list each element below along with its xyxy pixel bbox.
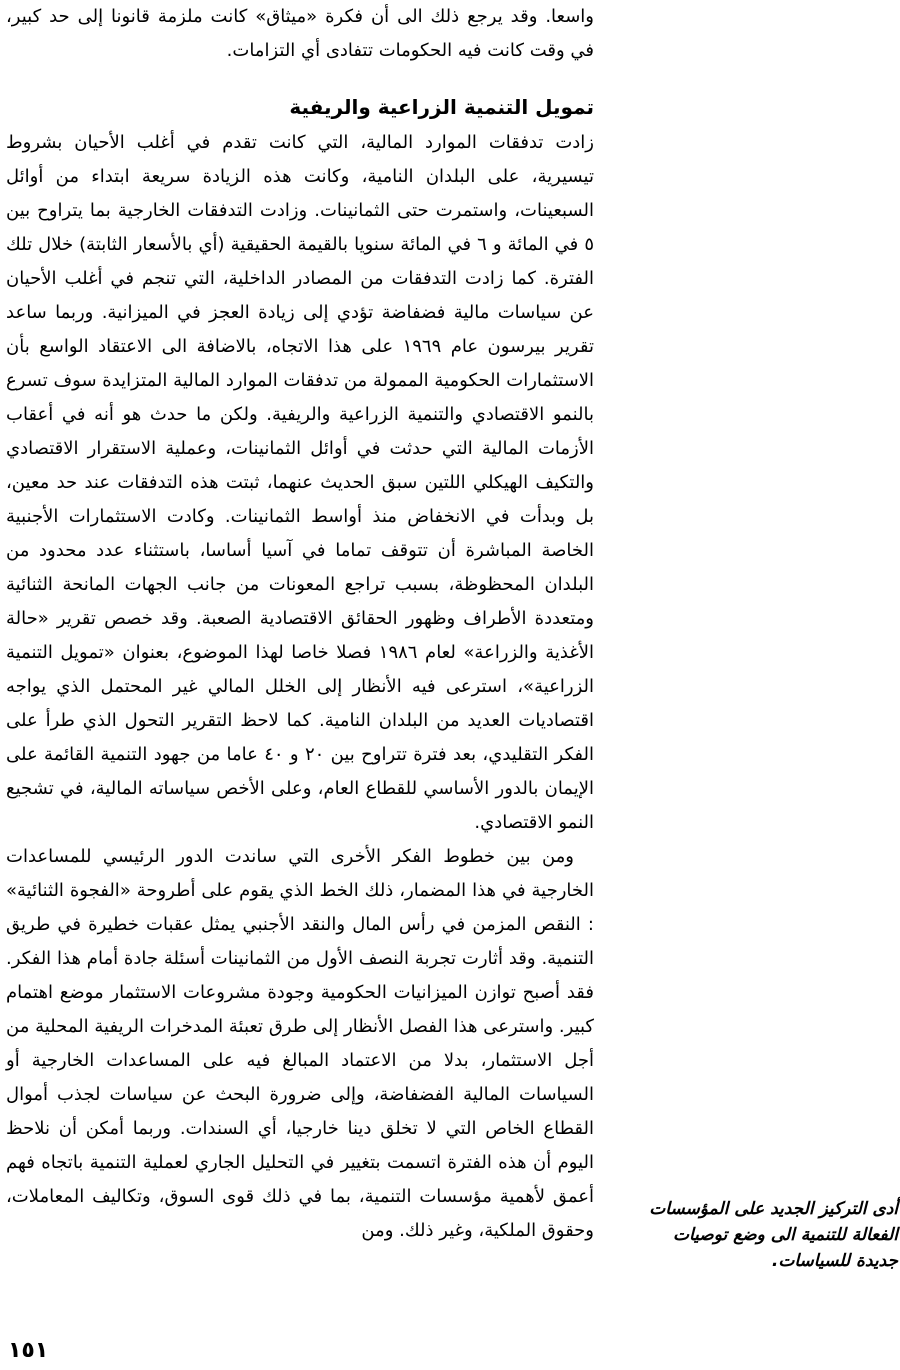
section-heading: تمويل التنمية الزراعية والريفية [289,95,594,119]
sidebar-pull-quote: أدى التركيز الجديد على المؤسسات الفعالة للتنمية الى وضع توصيات جديدة للسياسات. [649,1199,898,1271]
section-body [6,126,594,1248]
body-paragraph: ومن بين خطوط الفكر الأخرى التي ساندت الدور الرئيسي للمساعدات الخارجية في هذا المضمار، ذلك الخط الذي يقوم على أطروحة «الفجوة الثنائية» : النقص المزمن في رأس المال والنقد الأجنبي يمثل عقبات خطيرة في طريق التنمية. وقد أثارت تجربة النصف الأول من الثمانينات أسئلة جادة أمام هذا الفكر. فقد أصبح توازن الميزانيات الحكومية وجودة مشروعات الاستثمار موضع اهتمام كبير. واسترعى هذا الفصل الأنظار إلى طرق تعبئة المدخرات الريفية المحلية من أجل الاستثمار، بدلا من الاعتماد المبالغ فيه على المساعدات الخارجية أو السياسات المالية الفضفاضة، وإلى ضرورة البحث عن سياسات لجذب أموال القطاع الخاص التي لا تخلق دينا خارجيا، أي السندات. وربما أمكن أن نلاحظ اليوم أن هذه الفترة اتسمت بتغيير في التحليل الجاري لعملية التنمية باتجاه فهم أعمق لأهمية مؤسسات التنمية، بما في ذلك قوى السوق، وتكاليف المعاملات، وحقوق الملكية، وغير ذلك. ومن [6,846,594,1241]
page-number: ١٥١ [8,1338,49,1363]
intro-paragraph: واسعا. وقد يرجع ذلك الى أن فكرة «ميثاق» كانت ملزمة قانونا إلى حد كبير، في وقت كانت فيه الحكومات تتفادى أي التزامات. [6,6,594,61]
body-paragraph: زادت تدفقات الموارد المالية، التي كانت تقدم في أغلب الأحيان بشروط تيسيرية، على البلدان النامية، وكانت هذه الزيادة سريعة ابتداء من أوائل السبعينات، واستمرت حتى الثمانينات. وزادت التدفقات الخارجية بما يتراوح بين ٥ في المائة و ٦ في المائة سنويا بالقيمة الحقيقية (أي بالأسعار الثابتة) خلال تلك الفترة. كما زادت التدفقات من المصادر الداخلية، التي تنجم في أغلب الأحيان عن سياسات مالية فضفاضة تؤدي إلى زيادة العجز في الميزانية. وربما ساعد تقرير بيرسون عام ١٩٦٩ على هذا الاتجاه، بالاضافة الى الاعتقاد الواسع بأن الاستثمارات الحكومية الممولة من تدفقات الموارد المالية المتزايدة سوف تسرع بالنمو الاقتصادي والتنمية الزراعية والريفية. ولكن ما حدث هو أنه في أعقاب الأزمات المالية التي حدثت في أوائل الثمانينات، وعملية الاستقرار الاقتصادي والتكيف الهيكلي اللتين سبق الحديث عنهما، ثبتت هذه التدفقات عند حد معين، بل وبدأت في الانخفاض منذ أواسط الثمانينات. وكادت الاستثمارات الأجنبية الخاصة المباشرة أن تتوقف تماما في آسيا أساسا، باستثناء عدد محدود من البلدان المحظوظة، بسبب تراجع المعونات من جانب الجهات المانحة الثنائية ومتعددة الأطراف وظهور الحقائق الاقتصادية الصعبة. وقد خصص تقرير «حالة الأغذية والزراعة» لعام ١٩٨٦ فصلا خاصا لهذا الموضوع، بعنوان «تمويل التنمية الزراعية»، استرعى فيه الأنظار إلى الخلل المالي غير المحتمل الذي يواجه اقتصاديات العديد من البلدان النامية. كما لاحظ التقرير التحول الذي طرأ على الفكر التقليدي، بعد فترة تتراوح بين ٢٠ و ٤٠ عاما من جهود التنمية القائمة على الإيمان بالدور الأساسي للقطاع العام، وعلى الأخص سياساته المالية، في تشجيع النمو الاقتصادي. [6,132,595,833]
